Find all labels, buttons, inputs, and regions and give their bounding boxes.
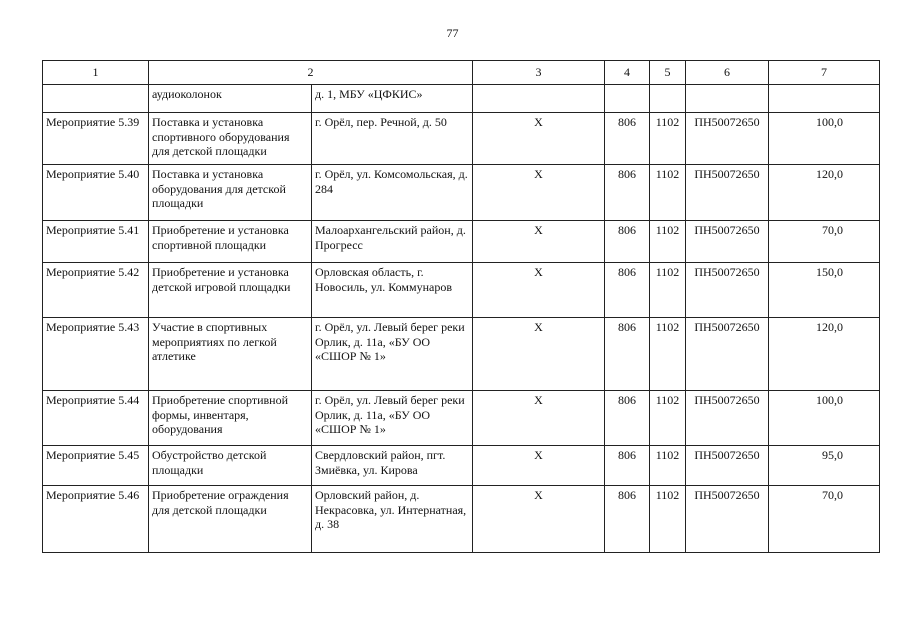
event-name-cell: Мероприятие 5.41 bbox=[43, 221, 149, 263]
event-name-cell bbox=[43, 85, 149, 113]
event-name-cell: Мероприятие 5.40 bbox=[43, 165, 149, 221]
header-cell: 2 bbox=[149, 61, 473, 85]
code-cell: 806 bbox=[605, 318, 650, 391]
table-row bbox=[43, 263, 880, 318]
mark-cell: Х bbox=[473, 486, 605, 553]
section-cell: 1102 bbox=[650, 165, 686, 221]
section-cell: 1102 bbox=[650, 318, 686, 391]
header-row bbox=[43, 61, 880, 85]
event-description-cell: Приобретение и установка спортивной площадки bbox=[149, 221, 312, 263]
target-article-cell: ПН50072650 bbox=[686, 391, 769, 446]
event-address-cell: г. Орёл, пер. Речной, д. 50 bbox=[312, 113, 473, 165]
event-name-cell: Мероприятие 5.43 bbox=[43, 318, 149, 391]
header-cell: 7 bbox=[769, 61, 880, 85]
target-article-cell: ПН50072650 bbox=[686, 486, 769, 553]
table-row bbox=[43, 221, 880, 263]
header-cell: 6 bbox=[686, 61, 769, 85]
code-cell: 806 bbox=[605, 263, 650, 318]
budget-table bbox=[42, 60, 880, 553]
mark-cell: Х bbox=[473, 391, 605, 446]
event-description-cell: Приобретение спортивной формы, инвентаря, оборудования bbox=[149, 391, 312, 446]
amount-cell: 70,0 bbox=[769, 221, 880, 263]
code-cell: 806 bbox=[605, 221, 650, 263]
section-cell: 1102 bbox=[650, 486, 686, 553]
table-row bbox=[43, 165, 880, 221]
table-row bbox=[43, 446, 880, 486]
event-name-cell: Мероприятие 5.46 bbox=[43, 486, 149, 553]
event-address-cell: Свердловский район, пгт. Змиёвка, ул. Кирова bbox=[312, 446, 473, 486]
amount-cell: 120,0 bbox=[769, 165, 880, 221]
table-row bbox=[43, 85, 880, 113]
section-cell: 1102 bbox=[650, 391, 686, 446]
event-description-cell: Приобретение и установка детской игровой площадки bbox=[149, 263, 312, 318]
amount-cell: 70,0 bbox=[769, 486, 880, 553]
event-address-cell: г. Орёл, ул. Левый берег реки Орлик, д. 11а, «БУ ОО «СШОР № 1» bbox=[312, 391, 473, 446]
section-cell bbox=[650, 85, 686, 113]
mark-cell: Х bbox=[473, 113, 605, 165]
amount-cell: 100,0 bbox=[769, 113, 880, 165]
mark-cell: Х bbox=[473, 263, 605, 318]
event-name-cell: Мероприятие 5.39 bbox=[43, 113, 149, 165]
event-description-cell: Обустройство детской площадки bbox=[149, 446, 312, 486]
mark-cell: Х bbox=[473, 318, 605, 391]
table-row bbox=[43, 391, 880, 446]
target-article-cell: ПН50072650 bbox=[686, 165, 769, 221]
header-cell: 5 bbox=[650, 61, 686, 85]
target-article-cell: ПН50072650 bbox=[686, 263, 769, 318]
event-description-cell: Участие в спортивных мероприятиях по легкой атлетике bbox=[149, 318, 312, 391]
code-cell: 806 bbox=[605, 446, 650, 486]
event-address-cell: Малоархангельский район, д. Прогресс bbox=[312, 221, 473, 263]
event-description-cell: аудиоколонок bbox=[149, 85, 312, 113]
table-row bbox=[43, 318, 880, 391]
section-cell: 1102 bbox=[650, 113, 686, 165]
amount-cell: 95,0 bbox=[769, 446, 880, 486]
mark-cell: Х bbox=[473, 165, 605, 221]
event-description-cell: Поставка и установка спортивного оборудования для детской площадки bbox=[149, 113, 312, 165]
event-address-cell: д. 1, МБУ «ЦФКИС» bbox=[312, 85, 473, 113]
code-cell: 806 bbox=[605, 165, 650, 221]
amount-cell: 100,0 bbox=[769, 391, 880, 446]
code-cell: 806 bbox=[605, 113, 650, 165]
header-cell: 3 bbox=[473, 61, 605, 85]
header-cell: 4 bbox=[605, 61, 650, 85]
event-description-cell: Поставка и установка оборудования для детской площадки bbox=[149, 165, 312, 221]
section-cell: 1102 bbox=[650, 263, 686, 318]
section-cell: 1102 bbox=[650, 221, 686, 263]
target-article-cell: ПН50072650 bbox=[686, 446, 769, 486]
section-cell: 1102 bbox=[650, 446, 686, 486]
amount-cell: 120,0 bbox=[769, 318, 880, 391]
target-article-cell: ПН50072650 bbox=[686, 318, 769, 391]
header-cell: 1 bbox=[43, 61, 149, 85]
amount-cell bbox=[769, 85, 880, 113]
code-cell: 806 bbox=[605, 391, 650, 446]
page-number: 77 bbox=[446, 26, 459, 40]
event-name-cell: Мероприятие 5.45 bbox=[43, 446, 149, 486]
target-article-cell: ПН50072650 bbox=[686, 221, 769, 263]
event-description-cell: Приобретение ограждения для детской площадки bbox=[149, 486, 312, 553]
event-address-cell: Орловский район, д. Некрасовка, ул. Интернатная, д. 38 bbox=[312, 486, 473, 553]
target-article-cell bbox=[686, 85, 769, 113]
mark-cell: Х bbox=[473, 446, 605, 486]
event-name-cell: Мероприятие 5.42 bbox=[43, 263, 149, 318]
target-article-cell: ПН50072650 bbox=[686, 113, 769, 165]
event-address-cell: г. Орёл, ул. Левый берег реки Орлик, д. 11а, «БУ ОО «СШОР № 1» bbox=[312, 318, 473, 391]
mark-cell: Х bbox=[473, 221, 605, 263]
event-address-cell: г. Орёл, ул. Комсомольская, д. 284 bbox=[312, 165, 473, 221]
event-address-cell: Орловская область, г. Новосиль, ул. Коммунаров bbox=[312, 263, 473, 318]
mark-cell bbox=[473, 85, 605, 113]
code-cell: 806 bbox=[605, 486, 650, 553]
table-row bbox=[43, 113, 880, 165]
code-cell bbox=[605, 85, 650, 113]
amount-cell: 150,0 bbox=[769, 263, 880, 318]
event-name-cell: Мероприятие 5.44 bbox=[43, 391, 149, 446]
table-row bbox=[43, 486, 880, 553]
